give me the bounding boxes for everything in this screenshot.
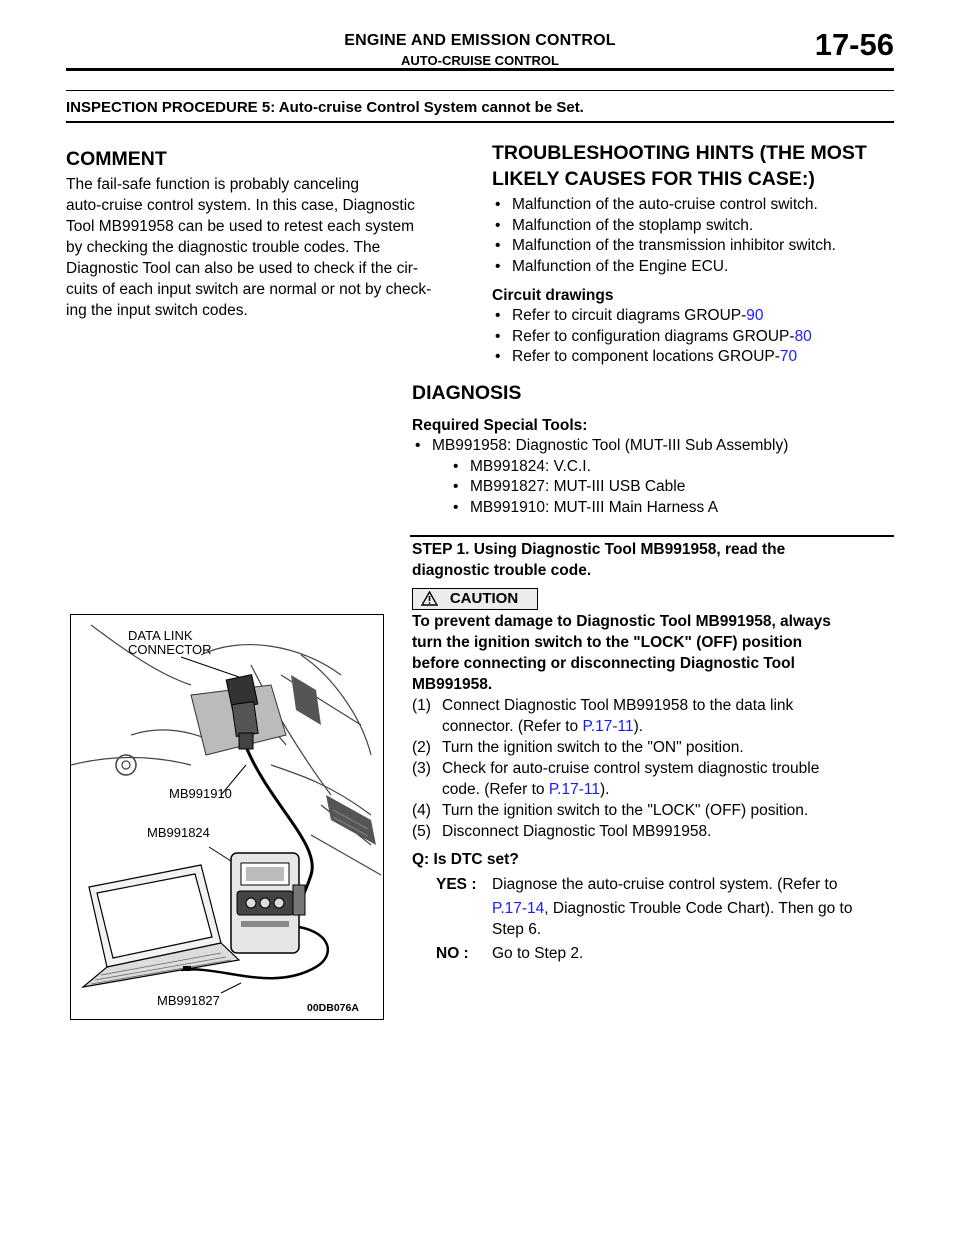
- comment-line: The fail-safe function is probably canceling: [66, 176, 359, 193]
- hints-list: [492, 195, 897, 277]
- list-item: [492, 327, 897, 348]
- list-item: [492, 347, 897, 368]
- figure-illustration: [71, 615, 383, 1019]
- page-ref-link[interactable]: P.17-11: [548, 781, 600, 798]
- step-number: (2): [412, 739, 431, 756]
- group-link[interactable]: 70: [779, 348, 798, 365]
- comment-line: ing the input switch codes.: [66, 302, 248, 319]
- step1-title-line: STEP 1. Using Diagnostic Tool MB991958, read the: [412, 541, 786, 558]
- step-item: [412, 758, 892, 800]
- group-link[interactable]: 80: [794, 327, 812, 345]
- caution-line: MB991958.: [412, 676, 493, 693]
- list-item: • Malfunction of the Engine ECU.: [492, 257, 897, 278]
- answer-label: YES :: [436, 876, 477, 893]
- figure-label-mb991827: MB991827: [157, 993, 220, 1008]
- step1-title: [412, 539, 892, 581]
- comment-line: Tool MB991958 can be used to retest each system: [66, 218, 415, 235]
- answer-text: [492, 898, 892, 919]
- comment-line: by checking the diagnostic trouble codes. The: [66, 239, 381, 256]
- diagnostic-tool-figure: [70, 614, 384, 1020]
- list-item: • Malfunction of the transmission inhibitor switch.: [492, 236, 897, 257]
- comment-heading: COMMENT: [66, 148, 167, 170]
- procedure-rule-bottom: [66, 121, 894, 123]
- step-item: [412, 821, 892, 842]
- step1-section: [412, 539, 892, 964]
- step-number: (3): [412, 760, 431, 777]
- list-item: [492, 306, 897, 327]
- step-text-part: ).: [633, 718, 644, 735]
- caution-line: before connecting or disconnecting Diagnostic Tool: [412, 655, 795, 672]
- group-link[interactable]: 90: [746, 307, 764, 324]
- warning-icon: [421, 591, 438, 606]
- step-number: (5): [412, 823, 431, 840]
- step-text: [442, 716, 892, 737]
- figure-label-mb991824: MB991824: [147, 825, 210, 840]
- section-title: ENGINE AND EMISSION CONTROL: [344, 32, 616, 49]
- step-text-part: connector. (Refer to: [442, 718, 583, 735]
- list-item: • Malfunction of the stoplamp switch.: [492, 216, 897, 237]
- step-text: [442, 779, 892, 800]
- answer-label: NO :: [436, 945, 469, 962]
- diagnosis-heading: DIAGNOSIS: [412, 382, 522, 404]
- caution-badge: [412, 588, 538, 610]
- step-text: Turn the ignition switch to the "ON" position.: [442, 739, 744, 756]
- step-item: [412, 737, 892, 758]
- step-item: [412, 695, 892, 737]
- step1-rule: [410, 535, 894, 537]
- answer-text: Go to Step 2.: [492, 945, 584, 962]
- tools-sublist: [450, 457, 892, 519]
- comment-line: cuits of each input switch are normal or not by check-: [66, 281, 432, 298]
- tools-list: [412, 436, 892, 457]
- step-number: (4): [412, 802, 431, 819]
- circuit-item-text: Refer to configuration diagrams GROUP-: [512, 327, 795, 345]
- hints-section: [492, 140, 897, 368]
- subsection-title: AUTO-CRUISE CONTROL: [401, 53, 559, 68]
- step-text: Turn the ignition switch to the "LOCK" (OFF) position.: [442, 802, 809, 819]
- diagnosis-section: [412, 380, 892, 518]
- procedure-title: INSPECTION PROCEDURE 5: Auto-cruise Control System cannot be Set.: [66, 99, 584, 116]
- answer-text: Diagnose the auto-cruise control system. (Refer to: [492, 876, 838, 893]
- list-item: • MB991910: MUT-III Main Harness A: [450, 498, 892, 519]
- hints-heading-line: LIKELY CAUSES FOR THIS CASE:): [492, 168, 815, 190]
- tools-heading: Required Special Tools:: [412, 417, 588, 434]
- comment-line: auto-cruise control system. In this case, Diagnostic: [66, 197, 415, 214]
- caution-label: CAUTION: [449, 590, 519, 607]
- figure-label-mb991910: MB991910: [169, 786, 232, 801]
- step-text: Connect Diagnostic Tool MB991958 to the data link: [442, 697, 794, 714]
- list-item: • MB991824: V.C.I.: [450, 457, 892, 478]
- comment-line: Diagnostic Tool can also be used to check if the cir-: [66, 260, 419, 277]
- answer-text: Step 6.: [492, 921, 542, 938]
- page-ref-link[interactable]: P.17-14: [492, 900, 545, 917]
- circuit-list: [492, 306, 897, 368]
- step1-title-line: diagnostic trouble code.: [412, 562, 592, 579]
- header-rule: [66, 68, 894, 71]
- step-text: Disconnect Diagnostic Tool MB991958.: [442, 823, 712, 840]
- figure-label-data-link: [128, 629, 212, 657]
- answer-text-part: , Diagnostic Trouble Code Chart). Then go to: [544, 900, 853, 917]
- answer-no: [436, 943, 892, 964]
- list-item: • MB991827: MUT-III USB Cable: [450, 477, 892, 498]
- question: Q: Is DTC set?: [412, 851, 519, 868]
- list-item: • Malfunction of the auto-cruise control switch.: [492, 195, 897, 216]
- comment-body: [66, 174, 466, 321]
- step-text: Check for auto-cruise control system diagnostic trouble: [442, 760, 820, 777]
- circuit-drawings-heading: Circuit drawings: [492, 287, 614, 304]
- figure-label-line: CONNECTOR: [128, 642, 212, 657]
- answer-yes: [436, 874, 892, 940]
- circuit-item-text: Refer to component locations GROUP-: [512, 348, 780, 365]
- page-number: 17-56: [814, 27, 894, 62]
- caution-line: To prevent damage to Diagnostic Tool MB991958, always: [412, 613, 831, 630]
- figure-label-line: DATA LINK: [128, 628, 193, 643]
- list-item: • MB991958: Diagnostic Tool (MUT-III Sub Assembly): [412, 436, 892, 457]
- page-ref-link[interactable]: P.17-11: [582, 718, 634, 735]
- circuit-item-text: Refer to circuit diagrams GROUP-: [512, 307, 747, 324]
- step-item: [412, 800, 892, 821]
- figure-code: 00DB076A: [307, 1002, 359, 1014]
- procedure-rule-top: [66, 90, 894, 91]
- caution-text: [412, 611, 892, 695]
- caution-line: turn the ignition switch to the "LOCK" (OFF) position: [412, 634, 803, 651]
- step-text-part: ).: [599, 781, 610, 798]
- comment-section: [66, 146, 466, 321]
- hints-heading: [492, 140, 897, 192]
- step-number: (1): [412, 697, 431, 714]
- step-text-part: code. (Refer to: [442, 781, 549, 798]
- hints-heading-line: TROUBLESHOOTING HINTS (THE MOST: [492, 142, 867, 164]
